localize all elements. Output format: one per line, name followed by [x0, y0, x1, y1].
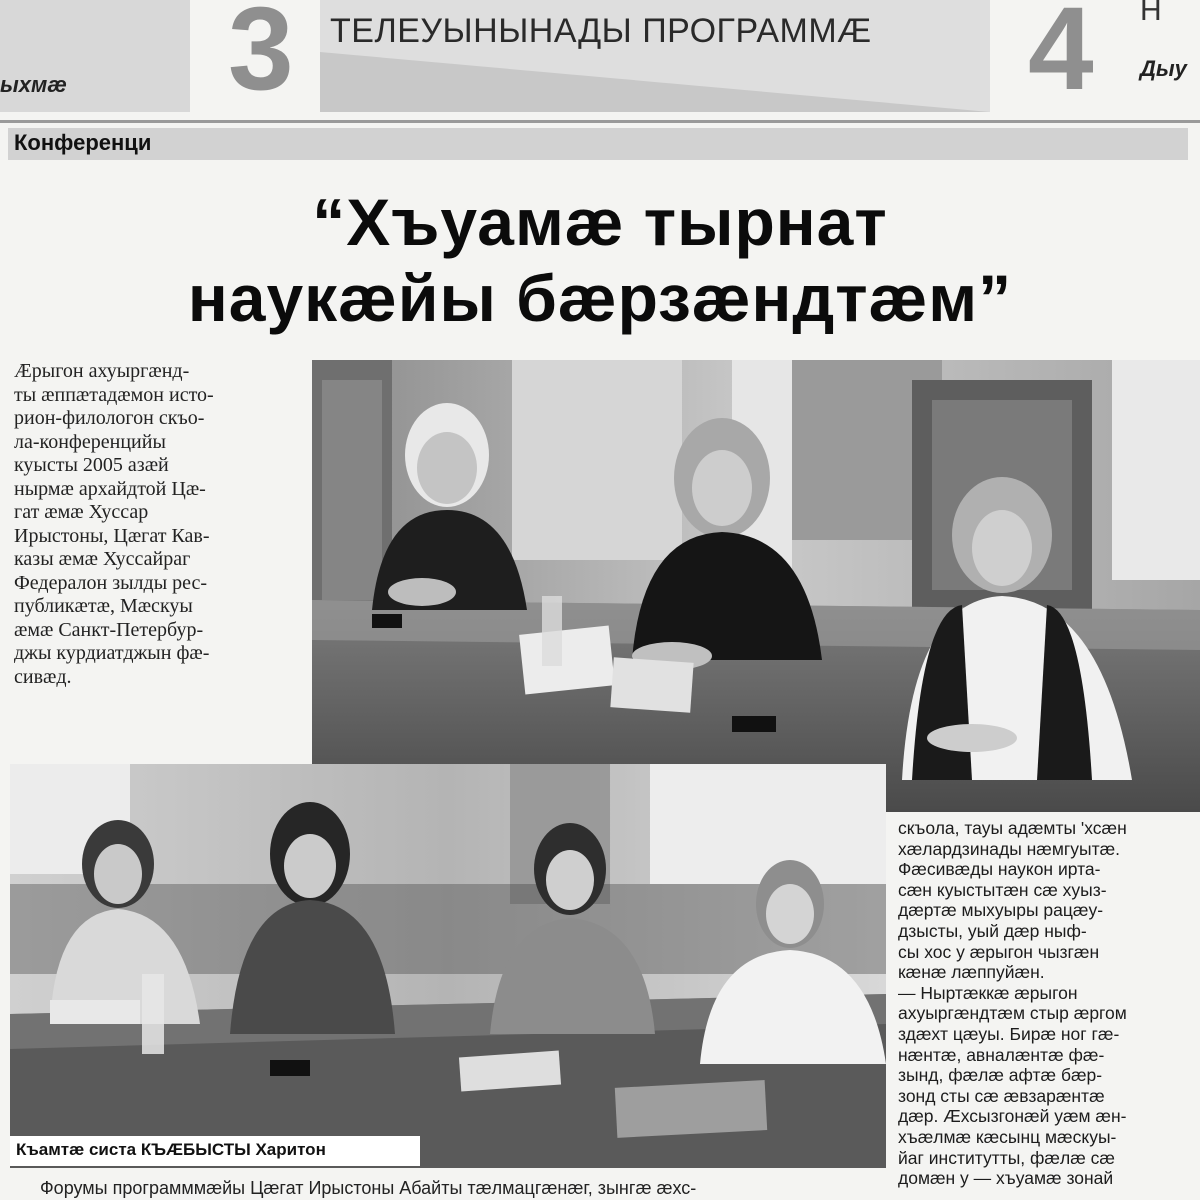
page-number-3: 3: [228, 0, 294, 115]
photo-three-women-illustration: [312, 360, 1200, 812]
lead-line: публикæтæ, Мæскуы: [14, 595, 193, 617]
rcol-line: дæр. Æхсызгонæй уæм æн-: [898, 1106, 1127, 1127]
photo-caption: Къамтæ систа КЪÆБЫСТЫ Харитон: [16, 1140, 326, 1159]
rcol-line: зынд, фæлæ афтæ бæр-: [898, 1065, 1103, 1086]
lead-line: æмæ Санкт-Петербур-: [14, 618, 204, 641]
page-number-4: 4: [1028, 0, 1094, 115]
lead-line: гат æмæ Хуссар: [14, 501, 149, 523]
rcol-line: дæртæ мыхуыры рацæу-: [898, 900, 1104, 921]
rcol-line: домæн у — хъуамæ зонай: [898, 1168, 1114, 1189]
rcol-line: скъола, тауы адæмты 'хсæн: [898, 818, 1127, 838]
nav-word-left: ыхмæ: [0, 72, 67, 97]
lead-paragraph: [14, 360, 286, 689]
lead-line: Æрыгон ахуыргæнд-: [14, 360, 190, 382]
headline-line-1: “Хъуамæ тырнат: [312, 185, 888, 259]
rcol-line: сы хос у æрыгон чызгæн: [898, 941, 1100, 962]
lead-line: нырмæ архайдтой Цæ-: [14, 477, 206, 500]
rcol-line: Фæсивæды наукон ирта-: [898, 859, 1101, 880]
header-divider: [0, 120, 1200, 123]
section-bar: [8, 128, 1188, 160]
rcol-line: йаг институтты, фæлæ сæ: [898, 1147, 1115, 1168]
rcol-line: хъæлмæ кæсынц мæскуы-: [898, 1126, 1117, 1147]
section-label: Конференци: [14, 130, 152, 155]
headline-line-2: наукæйы бæрзæндтæм”: [187, 261, 1013, 335]
lead-line: ла-конференцийы: [14, 430, 166, 453]
nav-title-tv-program: ТЕЛЕУЫНЫНАДЫ ПРОГРАММÆ: [330, 12, 872, 50]
lead-line: Федералон зылды рес-: [14, 571, 208, 594]
rcol-line: здæхт цæуы. Бирæ ног гæ-: [898, 1023, 1120, 1044]
nav-word-right-top: Н: [1140, 0, 1162, 27]
photo-four-women: [10, 764, 886, 1168]
rcol-line: хæлардзинады нæмгуытæ.: [898, 838, 1121, 859]
rcol-line: дзысты, уый дæр ныф-: [898, 920, 1087, 941]
rcol-line: сæн куыстытæн сæ хуыз-: [898, 879, 1107, 900]
right-column-text: [898, 818, 1194, 1189]
lead-line: сивæд.: [14, 665, 72, 688]
bottom-text-line: Форумы программмæйы Цæгат Ирыстоны Абайты тæлмацгæнæг, зынгæ æхс-: [40, 1178, 697, 1198]
photo-three-women: [312, 360, 1200, 812]
rcol-line: кæнæ лæппуйæн.: [898, 962, 1045, 983]
lead-line: джы курдиатджын фæ-: [14, 642, 210, 664]
nav-word-right: Дыу: [1140, 56, 1187, 81]
nav-panel-mid-shade: [320, 52, 990, 112]
lead-line: куысты 2005 азæй: [14, 454, 169, 476]
photo-four-women-illustration: [10, 764, 886, 1168]
lead-line: рион-филологон скъо-: [14, 407, 205, 429]
lead-line: ты æппæтадæмон исто-: [14, 383, 214, 406]
rcol-line: — Ныртæккæ æрыгон: [898, 982, 1078, 1003]
rcol-line: нæнтæ, авналæнтæ фæ-: [898, 1044, 1105, 1065]
rcol-line: зонд сты сæ æвзарæнтæ: [898, 1085, 1105, 1106]
rcol-line: ахуыргæндтæм стыр æргом: [898, 1003, 1127, 1024]
lead-line: Ирыстоны, Цæгат Кав-: [14, 524, 210, 547]
lead-line: казы æмæ Хуссайраг: [14, 548, 191, 570]
